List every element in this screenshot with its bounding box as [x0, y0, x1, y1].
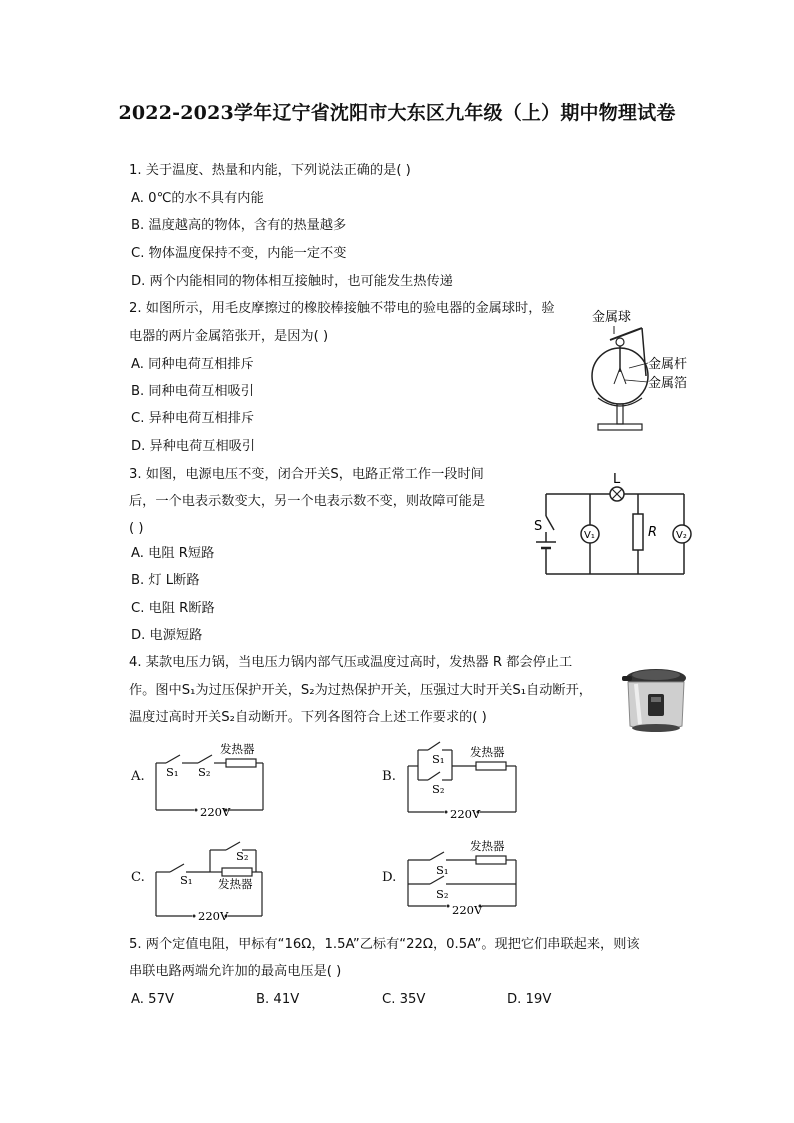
label-lamp: L — [613, 472, 621, 487]
label-metal-foil: 金属箔 — [648, 376, 688, 391]
svg-text:发热器: 发热器 — [220, 742, 255, 756]
svg-text:220V: 220V — [450, 807, 481, 821]
q4-stem-line1: 4. 某款电压力锅，当电压力锅内部气压或温度过高时，发热器 R 都会停止工 — [129, 655, 573, 670]
label-switch: S — [534, 519, 543, 534]
q5-stem-line2: 串联电路两端允许加的最高电压是( ) — [129, 964, 342, 979]
svg-text:S₁: S₁ — [436, 863, 449, 877]
svg-text:220V: 220V — [452, 903, 483, 917]
svg-text:发热器: 发热器 — [470, 745, 505, 759]
q4-circuit-d — [400, 838, 524, 922]
q4-choice-b: B. — [382, 769, 396, 784]
q1-option-a: A. 0℃的水不具有内能 — [131, 191, 264, 206]
q4-circuit-b — [400, 738, 524, 822]
label-v2: V₂ — [676, 530, 687, 541]
svg-text:发热器: 发热器 — [218, 877, 253, 891]
svg-text:220V: 220V — [198, 909, 229, 923]
q5-stem-line1: 5. 两个定值电阻，甲标有“16Ω，1.5A”乙标有“22Ω，0.5A”。现把它们串联起来，则该 — [129, 937, 640, 952]
svg-text:S₂: S₂ — [432, 782, 445, 796]
q5-option-d: D. 19V — [507, 992, 552, 1007]
q4-circuit-a — [150, 738, 270, 822]
q3-circuit-figure — [532, 470, 692, 580]
page-title: 2022-2023学年辽宁省沈阳市大东区九年级（上）期中物理试卷 — [118, 102, 676, 124]
q5-option-c: C. 35V — [382, 992, 426, 1007]
q1-option-b: B. 温度越高的物体，含有的热量越多 — [131, 218, 347, 233]
q2-option-b: B. 同种电荷互相吸引 — [131, 384, 254, 399]
q3-option-b: B. 灯 L断路 — [131, 573, 200, 588]
label-v1: V₁ — [584, 530, 595, 541]
svg-text:S₂: S₂ — [198, 765, 211, 779]
svg-text:S₂: S₂ — [436, 887, 449, 901]
q3-option-a: A. 电阻 R短路 — [131, 546, 215, 561]
label-resistor: R — [648, 525, 658, 540]
q1-stem: 1. 关于温度、热量和内能，下列说法正确的是( ) — [129, 163, 411, 178]
q1-option-d: D. 两个内能相同的物体相互接触时，也可能发生热传递 — [131, 274, 453, 289]
q3-stem-line2: 后，一个电表示数变大，另一个电表示数不变，则故障可能是 — [129, 494, 486, 509]
q4-stem-line2: 作。图中S₁为过压保护开关，S₂为过热保护开关，压强过大时开关S₁自动断开， — [129, 683, 592, 698]
q2-option-a: A. 同种电荷互相排斥 — [131, 357, 254, 372]
q4-stem-line3: 温度过高时开关S₂自动断开。下列各图符合上述工作要求的( ) — [129, 710, 487, 725]
q2-option-d: D. 异种电荷互相吸引 — [131, 439, 256, 454]
q2-option-c: C. 异种电荷互相排斥 — [131, 411, 255, 426]
svg-text:220V: 220V — [200, 805, 231, 819]
electroscope-figure — [580, 306, 700, 438]
q5-option-a: A. 57V — [131, 992, 174, 1007]
q2-stem-line2: 电器的两片金属箔张开，是因为( ) — [129, 329, 329, 344]
q3-option-d: D. 电源短路 — [131, 628, 203, 643]
q4-choice-d: D. — [382, 870, 397, 885]
q3-option-c: C. 电阻 R断路 — [131, 601, 215, 616]
svg-text:S₁: S₁ — [180, 873, 193, 887]
q1-option-c: C. 物体温度保持不变，内能一定不变 — [131, 246, 347, 261]
q4-choice-c: C. — [131, 870, 145, 885]
q2-stem-line1: 2. 如图所示，用毛皮摩擦过的橡胶棒接触不带电的验电器的金属球时，验 — [129, 301, 555, 316]
svg-text:S₂: S₂ — [236, 849, 249, 863]
svg-text:S₁: S₁ — [166, 765, 179, 779]
q5-option-b: B. 41V — [256, 992, 300, 1007]
svg-text:发热器: 发热器 — [470, 839, 505, 853]
pressure-cooker-image — [618, 664, 696, 734]
label-metal-ball: 金属球 — [592, 310, 632, 325]
q4-circuit-c — [150, 838, 274, 922]
svg-text:S₁: S₁ — [432, 752, 445, 766]
q4-choice-a: A. — [131, 769, 145, 784]
label-metal-rod: 金属杆 — [648, 357, 688, 372]
q3-stem-line1: 3. 如图，电源电压不变，闭合开关S，电路正常工作一段时间 — [129, 467, 484, 482]
q3-stem-line3: ( ) — [129, 521, 144, 536]
